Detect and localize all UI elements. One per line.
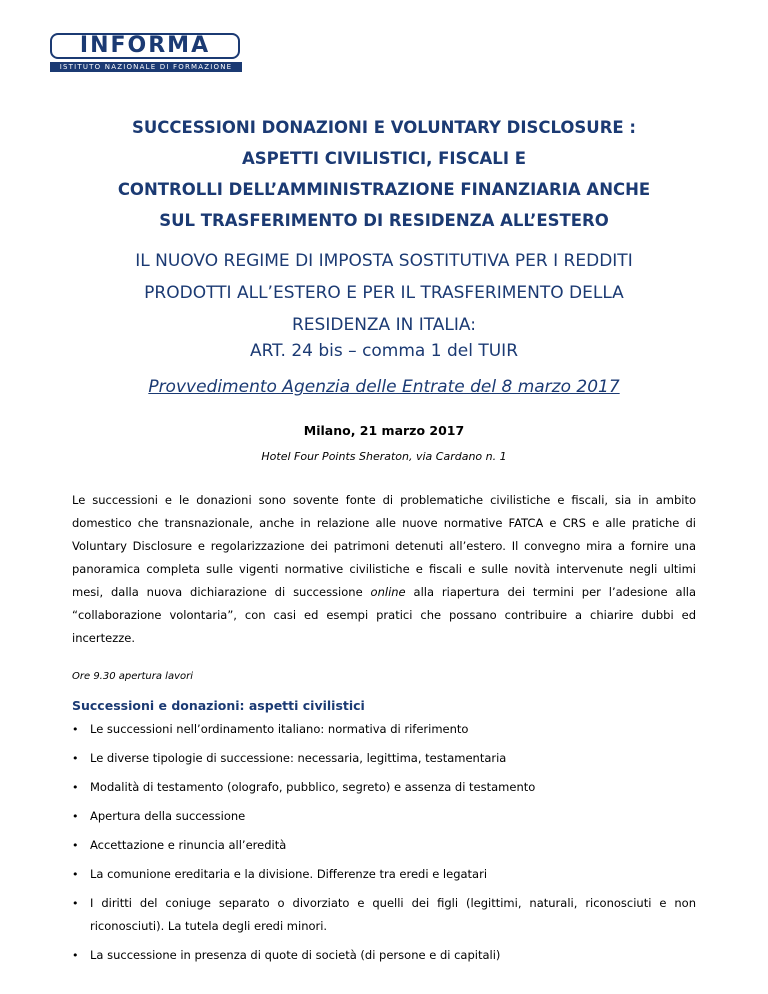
bullet-icon: • bbox=[72, 781, 79, 794]
list-item bbox=[72, 863, 696, 886]
list-item bbox=[72, 892, 696, 938]
list-item bbox=[72, 776, 696, 799]
bullet-icon: • bbox=[72, 723, 79, 736]
bullet-icon: • bbox=[72, 949, 79, 962]
subtitle bbox=[60, 245, 708, 341]
informa-logo bbox=[50, 33, 242, 73]
list-item bbox=[72, 718, 696, 741]
subtitle-line: IL NUOVO REGIME DI IMPOSTA SOSTITUTIVA PER I REDDITI bbox=[135, 251, 633, 271]
list-item-text: Apertura della successione bbox=[90, 809, 246, 823]
subtitle-line: RESIDENZA IN ITALIA: bbox=[292, 315, 476, 335]
list-item-text: Le diverse tipologie di successione: necessaria, legittima, testamentaria bbox=[90, 751, 507, 765]
topic-list bbox=[72, 718, 696, 973]
intro-paragraph bbox=[72, 489, 696, 650]
bullet-icon: • bbox=[72, 752, 79, 765]
article-reference: ART. 24 bis – comma 1 del TUIR bbox=[249, 341, 519, 361]
list-item bbox=[72, 747, 696, 770]
opening-time: Ore 9.30 apertura lavori bbox=[72, 671, 194, 682]
list-item-text: Modalità di testamento (olografo, pubblico, segreto) e assenza di testamento bbox=[90, 780, 536, 794]
title-line: SUCCESSIONI DONAZIONI E VOLUNTARY DISCLOSURE : bbox=[131, 118, 637, 137]
title-line: CONTROLLI DELL’AMMINISTRAZIONE FINANZIARIA ANCHE bbox=[117, 180, 651, 199]
bullet-icon: • bbox=[72, 810, 79, 823]
provvedimento-link[interactable]: Provvedimento Agenzia delle Entrate del 8 marzo 2017 bbox=[148, 377, 620, 397]
list-item bbox=[72, 944, 696, 967]
main-title bbox=[60, 112, 708, 236]
bullet-icon: • bbox=[72, 839, 79, 852]
list-item-text: Le successioni nell’ordinamento italiano: normativa di riferimento bbox=[90, 722, 469, 736]
logo-wordmark: INFORMA bbox=[79, 33, 211, 58]
event-venue: Hotel Four Points Sheraton, via Cardano n. 1 bbox=[261, 450, 507, 463]
logo-tagline: ISTITUTO NAZIONALE DI FORMAZIONE bbox=[50, 62, 242, 72]
title-line: ASPETTI CIVILISTICI, FISCALI E bbox=[242, 149, 526, 168]
intro-italic: online bbox=[370, 585, 406, 599]
list-item-text: La successione in presenza di quote di società (di persone e di capitali) bbox=[90, 948, 501, 962]
section-title: Successioni e donazioni: aspetti civilistici bbox=[72, 698, 365, 713]
list-item-text: Accettazione e rinuncia all’eredità bbox=[90, 838, 287, 852]
list-item-text: La comunione ereditaria e la divisione. Differenze tra eredi e legatari bbox=[90, 867, 488, 881]
bullet-icon: • bbox=[72, 897, 79, 910]
intro-text-1: Le successioni e le donazioni sono sovente fonte di problematiche civilistiche e fiscali, sia in ambito domestico che transnazionale, anche in relazione alle nuove normative FATCA e CRS e alle pratiche di Voluntary Disclosure e regolarizzazione dei patrimoni detenuti all’estero. Il convegno mira a fornire una panoramica completa sulle vigenti normative civilistiche e fiscali e sulle novità intervenute negli ultimi mesi, dalla nuova dichiarazione di successione bbox=[72, 493, 696, 599]
list-item bbox=[72, 834, 696, 857]
intro-text-2: alla riapertura dei termini per l’adesione alla “collaborazione volontaria”, con casi ed esempi pratici che possano contribuire a chiarire dubbi ed incertezze. bbox=[72, 585, 697, 645]
list-item-text: I diritti del coniuge separato o divorziato e quelli dei figli (legittimi, naturali, riconosciuti e non riconosciuti). La tutela degli eredi minori. bbox=[90, 896, 696, 933]
title-line: SUL TRASFERIMENTO DI RESIDENZA ALL’ESTERO bbox=[159, 211, 609, 230]
event-date: Milano, 21 marzo 2017 bbox=[303, 423, 465, 438]
subtitle-line: PRODOTTI ALL’ESTERO E PER IL TRASFERIMENTO DELLA bbox=[144, 283, 624, 303]
list-item bbox=[72, 805, 696, 828]
bullet-icon: • bbox=[72, 868, 79, 881]
